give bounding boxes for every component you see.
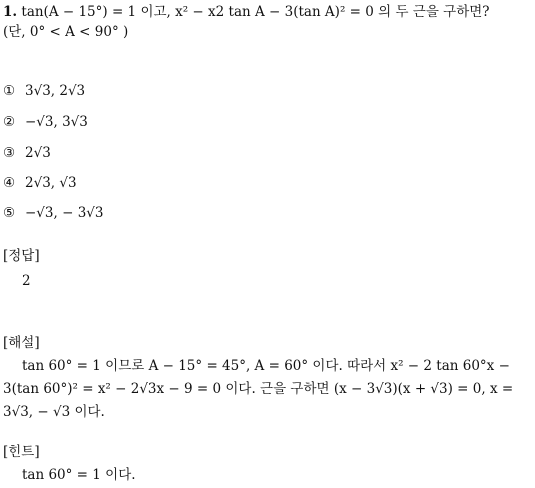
choice-4[interactable] [3, 174, 77, 192]
question-condition: (단, 0° < A < 90° ) [3, 24, 129, 40]
choice-mark: ② [3, 114, 16, 130]
choice-mark: ① [3, 83, 16, 99]
choice-3[interactable] [3, 144, 51, 162]
answer-value: 2 [22, 273, 31, 289]
choice-mark: ⑤ [3, 205, 16, 221]
choice-2[interactable] [3, 113, 88, 131]
question-number: 1. [3, 4, 18, 20]
explanation-label: [해설] [3, 335, 40, 351]
question-stem-text: tan(A − 15°) = 1 이고, x² − x2 tan A − 3(tan A)² = 0 의 두 근을 구하면? [21, 4, 490, 20]
choice-text: 3√3, 2√3 [25, 83, 86, 99]
choice-5[interactable] [3, 204, 103, 222]
explanation-line2: 3(tan 60°)² = x² − 2√3x − 9 = 0 이다. 근을 구하면 (x − 3√3)(x + √3) = 0, x = [3, 381, 514, 397]
choice-text: 2√3 [25, 145, 51, 161]
choice-mark: ④ [3, 175, 16, 191]
choice-1[interactable] [3, 82, 85, 100]
choice-text: 2√3, √3 [25, 175, 77, 191]
choice-text: −√3, − 3√3 [25, 205, 104, 221]
explanation-line3: 3√3, − √3 이다. [3, 404, 105, 420]
hint-text: tan 60° = 1 이다. [22, 467, 136, 483]
choice-mark: ③ [3, 145, 16, 161]
hint-label: [힌트] [3, 444, 40, 460]
answer-label: [정답] [3, 248, 40, 264]
question-stem-line1 [3, 3, 490, 21]
explanation-line1: tan 60° = 1 이므로 A − 15° = 45°, A = 60° 이다. 따라서 x² − 2 tan 60°x − [22, 358, 510, 374]
choice-text: −√3, 3√3 [25, 114, 88, 130]
